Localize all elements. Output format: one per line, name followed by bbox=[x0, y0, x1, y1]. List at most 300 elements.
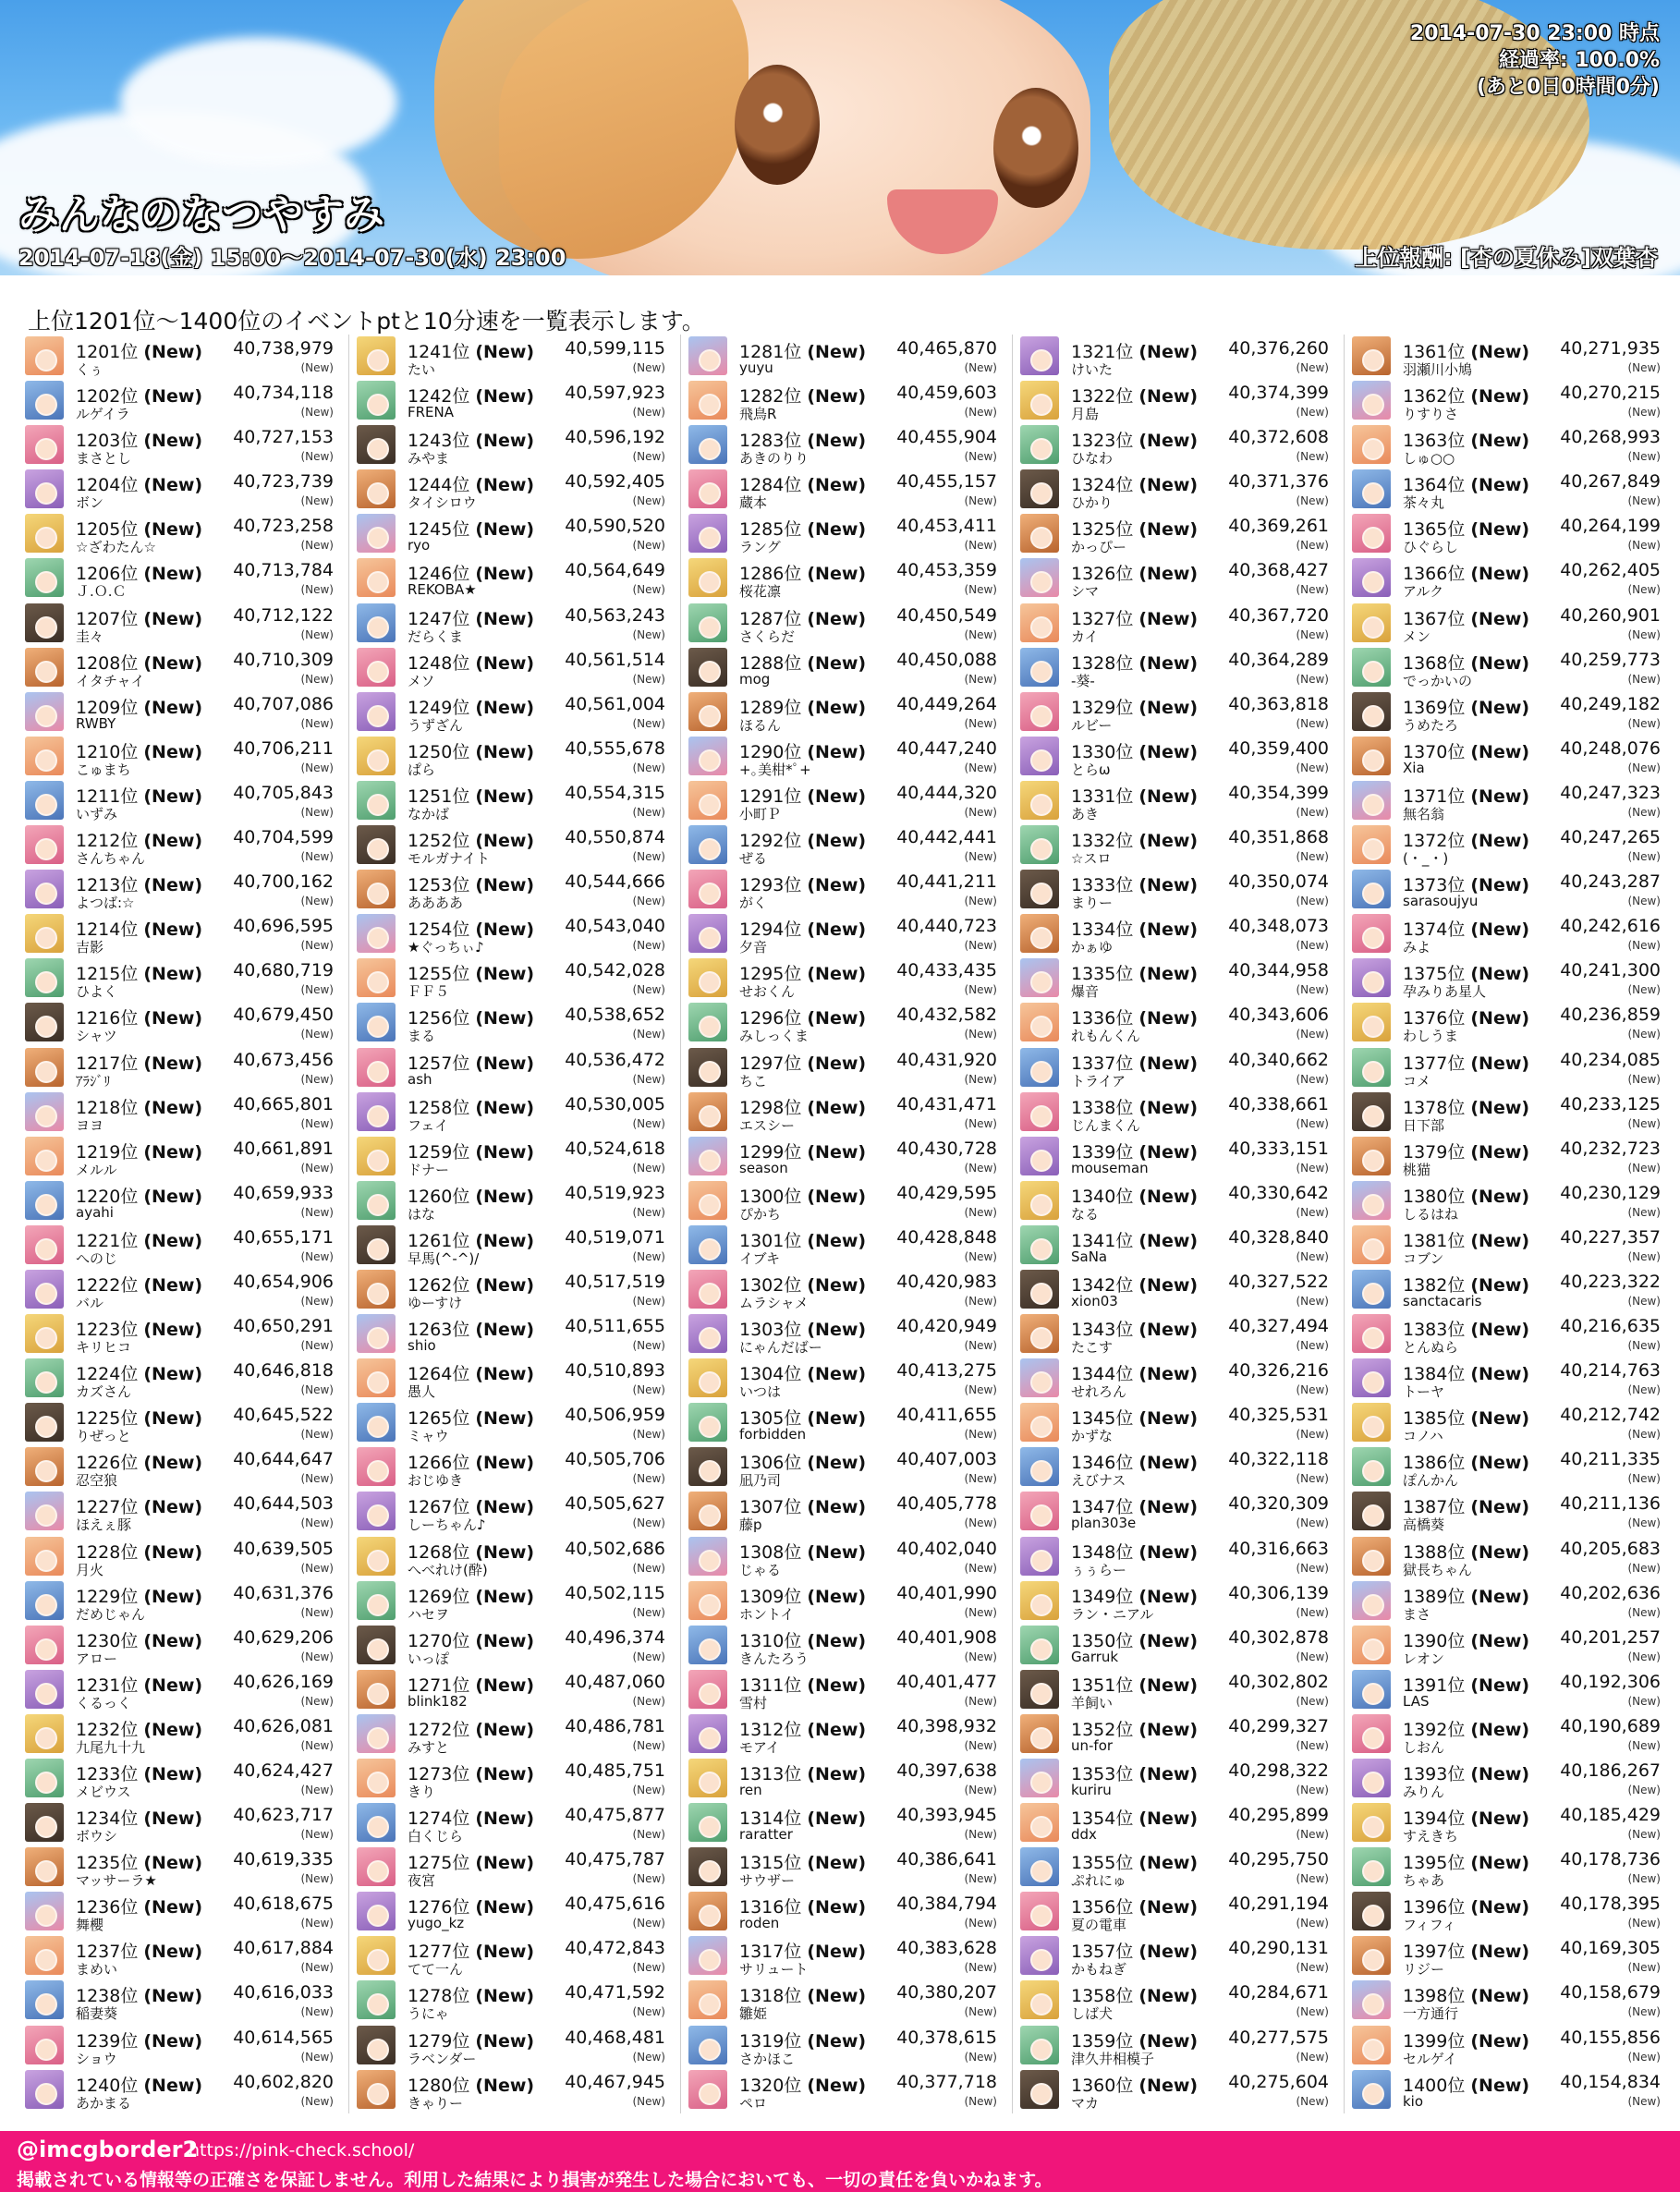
event-points: 40,450,088 bbox=[896, 649, 997, 670]
new-badge: (New) bbox=[475, 608, 535, 629]
rank-suffix: 位 bbox=[452, 1942, 470, 1963]
player-name: コメ bbox=[1403, 1072, 1431, 1090]
rank-number: 1316 bbox=[739, 1897, 785, 1918]
character-eye-right bbox=[993, 88, 1078, 208]
rank-suffix: 位 bbox=[1447, 1230, 1466, 1251]
rank-number: 1203 bbox=[76, 431, 121, 452]
ten-minute-speed: (New) bbox=[1627, 1650, 1661, 1663]
idol-avatar bbox=[688, 336, 727, 375]
idol-avatar bbox=[1352, 1447, 1391, 1486]
idol-avatar bbox=[25, 381, 64, 420]
ranking-row bbox=[1352, 690, 1662, 735]
rank-suffix: 位 bbox=[120, 1008, 139, 1029]
ranking-row bbox=[25, 602, 335, 646]
rank-number: 1391 bbox=[1403, 1674, 1448, 1696]
new-badge: (New) bbox=[143, 1942, 203, 1963]
idol-avatar bbox=[1352, 1581, 1391, 1620]
rank-suffix: 位 bbox=[1115, 875, 1134, 896]
idol-avatar bbox=[1020, 1492, 1059, 1530]
event-points: 40,712,122 bbox=[233, 604, 334, 626]
idol-avatar bbox=[688, 648, 727, 687]
player-name: forbidden bbox=[739, 1426, 807, 1443]
event-points: 40,639,505 bbox=[233, 1538, 334, 1559]
new-badge: (New) bbox=[1138, 1230, 1199, 1251]
rank-suffix: 位 bbox=[452, 1008, 470, 1029]
rank-number: 1363 bbox=[1403, 431, 1448, 452]
ranking-row bbox=[688, 868, 999, 912]
new-badge: (New) bbox=[1138, 1541, 1199, 1563]
ranking-row bbox=[357, 1179, 667, 1224]
rank-number: 1366 bbox=[1403, 564, 1448, 585]
rank-number: 1388 bbox=[1403, 1541, 1448, 1563]
idol-avatar bbox=[688, 1137, 727, 1175]
event-points: 40,524,618 bbox=[565, 1138, 665, 1159]
ten-minute-speed: (New) bbox=[1627, 983, 1661, 997]
ten-minute-speed: (New) bbox=[1296, 1694, 1329, 1708]
idol-avatar bbox=[25, 1714, 64, 1753]
player-name: カズさん bbox=[76, 1383, 132, 1401]
idol-avatar bbox=[1352, 1759, 1391, 1797]
event-points: 40,284,671 bbox=[1228, 1982, 1329, 2003]
new-badge: (New) bbox=[1470, 964, 1530, 985]
event-points: 40,616,033 bbox=[233, 1982, 334, 2003]
rank-suffix: 位 bbox=[1115, 1808, 1134, 1830]
ranking-row bbox=[25, 1445, 335, 1490]
rank-number: 1270 bbox=[408, 1630, 453, 1651]
ten-minute-speed: (New) bbox=[1296, 1872, 1329, 1886]
event-period: 2014-07-18(金) 15:00～2014-07-30(水) 23:00 bbox=[18, 245, 566, 271]
event-points: 40,169,305 bbox=[1560, 1938, 1661, 1959]
player-name: なる bbox=[1071, 1205, 1100, 1223]
rank-number: 1341 bbox=[1071, 1230, 1116, 1251]
ten-minute-speed: (New) bbox=[964, 1738, 997, 1752]
rank-suffix: 位 bbox=[1447, 1364, 1466, 1385]
new-badge: (New) bbox=[475, 1008, 535, 1029]
rank-suffix: 位 bbox=[452, 1141, 470, 1163]
event-points: 40,214,763 bbox=[1560, 1360, 1661, 1382]
ranking-row bbox=[688, 423, 999, 468]
player-name: さくらだ bbox=[739, 627, 796, 645]
rank-number: 1362 bbox=[1403, 386, 1448, 408]
ranking-row bbox=[688, 1535, 999, 1579]
event-points: 40,555,678 bbox=[565, 737, 665, 759]
idol-avatar bbox=[357, 514, 396, 553]
new-badge: (New) bbox=[1138, 1097, 1199, 1118]
new-badge: (New) bbox=[143, 2030, 203, 2052]
idol-avatar bbox=[357, 1980, 396, 2019]
player-name: リジー bbox=[1403, 1961, 1445, 1979]
ranking-row bbox=[1352, 1401, 1662, 1445]
ten-minute-speed: (New) bbox=[1627, 2094, 1661, 2108]
idol-avatar bbox=[25, 1492, 64, 1530]
event-points: 40,154,834 bbox=[1560, 2071, 1661, 2092]
idol-avatar bbox=[25, 692, 64, 731]
event-points: 40,519,071 bbox=[565, 1226, 665, 1248]
player-name: 桃猫 bbox=[1403, 1161, 1431, 1178]
new-badge: (New) bbox=[475, 785, 535, 807]
ten-minute-speed: (New) bbox=[1296, 1116, 1329, 1130]
rank-number: 1398 bbox=[1403, 1986, 1448, 2007]
ranking-row bbox=[25, 1579, 335, 1624]
rank-number: 1289 bbox=[739, 697, 785, 718]
ranking-row bbox=[25, 1845, 335, 1890]
player-name: yuyu bbox=[739, 359, 773, 376]
ranking-row bbox=[1020, 1712, 1331, 1757]
event-points: 40,704,599 bbox=[233, 827, 334, 848]
ten-minute-speed: (New) bbox=[964, 1472, 997, 1486]
event-points: 40,420,983 bbox=[896, 1271, 997, 1292]
player-name: 小町Ｐ bbox=[739, 805, 782, 822]
event-points: 40,468,481 bbox=[565, 2027, 665, 2048]
rank-suffix: 位 bbox=[452, 1897, 470, 1918]
rank-number: 1297 bbox=[739, 1053, 785, 1074]
player-name: ryo bbox=[408, 537, 431, 554]
rank-number: 1287 bbox=[739, 608, 785, 629]
player-name: 愚人 bbox=[408, 1383, 436, 1401]
ranking-row bbox=[1352, 1445, 1662, 1490]
ten-minute-speed: (New) bbox=[964, 1205, 997, 1219]
rank-suffix: 位 bbox=[452, 2030, 470, 2052]
rank-suffix: 位 bbox=[784, 1141, 802, 1163]
player-name: 茶々丸 bbox=[1403, 494, 1445, 512]
new-badge: (New) bbox=[807, 386, 867, 408]
ten-minute-speed: (New) bbox=[632, 406, 665, 420]
idol-avatar bbox=[357, 1936, 396, 1975]
player-name: わしうま bbox=[1403, 1028, 1459, 1045]
ten-minute-speed: (New) bbox=[1296, 2005, 1329, 2019]
idol-avatar bbox=[25, 1048, 64, 1087]
new-badge: (New) bbox=[143, 1808, 203, 1830]
rank-suffix: 位 bbox=[452, 475, 470, 496]
ranking-row bbox=[1020, 956, 1331, 1001]
ranking-row bbox=[1020, 868, 1331, 912]
twitter-account[interactable]: @imcgborder2 bbox=[17, 2137, 199, 2162]
site-link[interactable]: https://pink-check.school/ bbox=[189, 2140, 415, 2161]
rank-number: 1379 bbox=[1403, 1141, 1448, 1163]
new-badge: (New) bbox=[1138, 741, 1199, 762]
ten-minute-speed: (New) bbox=[964, 1249, 997, 1263]
ranking-row bbox=[25, 1401, 335, 1445]
ranking-row bbox=[357, 868, 667, 912]
new-badge: (New) bbox=[143, 1719, 203, 1740]
rank-suffix: 位 bbox=[1115, 1986, 1134, 2007]
idol-avatar bbox=[688, 1358, 727, 1397]
idol-avatar bbox=[357, 1670, 396, 1709]
rank-number: 1245 bbox=[408, 519, 453, 541]
new-badge: (New) bbox=[807, 697, 867, 718]
idol-avatar bbox=[25, 603, 64, 642]
new-badge: (New) bbox=[807, 564, 867, 585]
rank-number: 1328 bbox=[1071, 652, 1116, 674]
player-name: すえきち bbox=[1403, 1828, 1459, 1845]
rank-number: 1280 bbox=[408, 2075, 453, 2096]
ranking-row bbox=[1352, 512, 1662, 556]
player-name: mog bbox=[739, 670, 771, 688]
player-name: くぅ bbox=[76, 361, 103, 378]
idol-avatar bbox=[25, 648, 64, 687]
rank-number: 1293 bbox=[739, 875, 785, 896]
rank-suffix: 位 bbox=[452, 1274, 470, 1296]
idol-avatar bbox=[1352, 1048, 1391, 1087]
rank-suffix: 位 bbox=[120, 2030, 139, 2052]
ten-minute-speed: (New) bbox=[300, 1428, 334, 1442]
ranking-row bbox=[1020, 779, 1331, 823]
rank-number: 1378 bbox=[1403, 1097, 1448, 1118]
event-points: 40,680,719 bbox=[233, 960, 334, 981]
new-badge: (New) bbox=[807, 1808, 867, 1830]
rank-number: 1304 bbox=[739, 1364, 785, 1385]
idol-avatar bbox=[1020, 1403, 1059, 1442]
event-points: 40,517,519 bbox=[565, 1271, 665, 1292]
ten-minute-speed: (New) bbox=[1627, 406, 1661, 420]
ranking-row bbox=[1352, 556, 1662, 601]
player-name: サリュート bbox=[739, 1961, 809, 1979]
rank-suffix: 位 bbox=[784, 475, 802, 496]
ten-minute-speed: (New) bbox=[964, 761, 997, 774]
rank-number: 1372 bbox=[1403, 831, 1448, 852]
event-points: 40,505,627 bbox=[565, 1493, 665, 1515]
player-name: きゃりー bbox=[408, 2094, 464, 2112]
new-badge: (New) bbox=[1138, 564, 1199, 585]
idol-avatar bbox=[1020, 1980, 1059, 2019]
rank-number: 1205 bbox=[76, 519, 121, 541]
rank-number: 1338 bbox=[1071, 1097, 1116, 1118]
player-name: いっぽ bbox=[408, 1650, 450, 1667]
new-badge: (New) bbox=[807, 1141, 867, 1163]
rank-suffix: 位 bbox=[1447, 785, 1466, 807]
rank-suffix: 位 bbox=[452, 1808, 470, 1830]
rank-suffix: 位 bbox=[1115, 1008, 1134, 1029]
event-points: 40,230,129 bbox=[1560, 1182, 1661, 1203]
event-points: 40,275,604 bbox=[1228, 2071, 1329, 2092]
new-badge: (New) bbox=[1138, 1497, 1199, 1518]
ten-minute-speed: (New) bbox=[1296, 1472, 1329, 1486]
ten-minute-speed: (New) bbox=[1627, 450, 1661, 464]
rank-suffix: 位 bbox=[452, 1497, 470, 1518]
ranking-row bbox=[1020, 1535, 1331, 1579]
rank-number: 1272 bbox=[408, 1719, 453, 1740]
new-badge: (New) bbox=[1470, 1453, 1530, 1474]
rank-suffix: 位 bbox=[1447, 431, 1466, 452]
new-badge: (New) bbox=[143, 1897, 203, 1918]
ten-minute-speed: (New) bbox=[1627, 1249, 1661, 1263]
player-name: がく bbox=[739, 895, 768, 912]
new-badge: (New) bbox=[807, 475, 867, 496]
ranking-row bbox=[688, 1268, 999, 1312]
rank-suffix: 位 bbox=[120, 1586, 139, 1607]
new-badge: (New) bbox=[1470, 1942, 1530, 1963]
idol-avatar bbox=[357, 1626, 396, 1664]
event-points: 40,299,327 bbox=[1228, 1715, 1329, 1736]
ten-minute-speed: (New) bbox=[1296, 494, 1329, 508]
rank-suffix: 位 bbox=[120, 1942, 139, 1963]
new-badge: (New) bbox=[1138, 1942, 1199, 1963]
rank-number: 1279 bbox=[408, 2030, 453, 2052]
rank-suffix: 位 bbox=[452, 1674, 470, 1696]
ranking-row bbox=[25, 1179, 335, 1224]
rank-suffix: 位 bbox=[120, 741, 139, 762]
event-points: 40,413,275 bbox=[896, 1360, 997, 1382]
event-points: 40,367,720 bbox=[1228, 604, 1329, 626]
player-name: サウザー bbox=[739, 1872, 796, 1890]
new-badge: (New) bbox=[1470, 1364, 1530, 1385]
rank-suffix: 位 bbox=[120, 1630, 139, 1651]
new-badge: (New) bbox=[143, 519, 203, 541]
event-points: 40,333,151 bbox=[1228, 1138, 1329, 1159]
ranking-row bbox=[357, 1668, 667, 1712]
rank-suffix: 位 bbox=[1447, 1630, 1466, 1651]
event-points: 40,453,359 bbox=[896, 560, 997, 581]
idol-avatar bbox=[25, 1892, 64, 1930]
ten-minute-speed: (New) bbox=[1296, 539, 1329, 553]
event-points: 40,590,520 bbox=[565, 516, 665, 537]
ten-minute-speed: (New) bbox=[964, 939, 997, 953]
event-points: 40,475,787 bbox=[565, 1849, 665, 1870]
rank-number: 1215 bbox=[76, 964, 121, 985]
new-badge: (New) bbox=[1470, 1320, 1530, 1341]
ten-minute-speed: (New) bbox=[964, 494, 997, 508]
ranking-row bbox=[357, 1312, 667, 1357]
player-name: 一方通行 bbox=[1403, 2005, 1459, 2023]
player-name: un-for bbox=[1071, 1736, 1114, 1754]
rank-suffix: 位 bbox=[1447, 1897, 1466, 1918]
rank-number: 1225 bbox=[76, 1408, 121, 1430]
rank-number: 1389 bbox=[1403, 1586, 1448, 1607]
ranking-row bbox=[357, 1979, 667, 2023]
player-name: レオン bbox=[1403, 1650, 1445, 1667]
idol-avatar bbox=[688, 914, 727, 953]
event-points: 40,485,751 bbox=[565, 1760, 665, 1781]
rank-number: 1331 bbox=[1071, 785, 1116, 807]
event-points: 40,502,686 bbox=[565, 1538, 665, 1559]
new-badge: (New) bbox=[807, 1942, 867, 1963]
ranking-row bbox=[688, 1934, 999, 1979]
rank-suffix: 位 bbox=[452, 342, 470, 362]
ten-minute-speed: (New) bbox=[964, 1072, 997, 1086]
player-name: まりー bbox=[1071, 895, 1114, 912]
ten-minute-speed: (New) bbox=[1627, 1694, 1661, 1708]
event-points: 40,322,118 bbox=[1228, 1449, 1329, 1470]
idol-avatar bbox=[1020, 1714, 1059, 1753]
ranking-row bbox=[25, 379, 335, 423]
new-badge: (New) bbox=[1470, 919, 1530, 941]
event-points: 40,465,870 bbox=[896, 338, 997, 359]
rank-suffix: 位 bbox=[1115, 1453, 1134, 1474]
event-points: 40,211,335 bbox=[1560, 1449, 1661, 1470]
rank-number: 1399 bbox=[1403, 2030, 1448, 2052]
player-name: ちゃあ bbox=[1403, 1872, 1445, 1890]
new-badge: (New) bbox=[475, 1586, 535, 1607]
player-name: ドナー bbox=[408, 1161, 450, 1178]
new-badge: (New) bbox=[475, 1274, 535, 1296]
rank-suffix: 位 bbox=[452, 1186, 470, 1207]
ranking-row bbox=[1020, 335, 1331, 379]
idol-avatar bbox=[1020, 1003, 1059, 1041]
ranking-row bbox=[25, 912, 335, 956]
ten-minute-speed: (New) bbox=[1627, 1294, 1661, 1308]
event-points: 40,618,675 bbox=[233, 1894, 334, 1915]
rank-number: 1317 bbox=[739, 1942, 785, 1963]
ranking-row bbox=[1020, 1934, 1331, 1979]
ranking-row bbox=[1020, 1224, 1331, 1268]
rank-suffix: 位 bbox=[784, 1008, 802, 1029]
rank-number: 1354 bbox=[1071, 1808, 1116, 1830]
rank-suffix: 位 bbox=[784, 1674, 802, 1696]
rank-suffix: 位 bbox=[1115, 2030, 1134, 2052]
new-badge: (New) bbox=[1138, 1364, 1199, 1385]
ranking-row bbox=[688, 1090, 999, 1135]
rank-suffix: 位 bbox=[120, 1408, 139, 1430]
idol-avatar bbox=[1352, 381, 1391, 420]
new-badge: (New) bbox=[1470, 741, 1530, 762]
ten-minute-speed: (New) bbox=[964, 1694, 997, 1708]
rank-suffix: 位 bbox=[784, 1719, 802, 1740]
ten-minute-speed: (New) bbox=[632, 1961, 665, 1975]
ranking-row bbox=[25, 1801, 335, 1845]
event-points: 40,328,840 bbox=[1228, 1226, 1329, 1248]
rank-suffix: 位 bbox=[120, 1541, 139, 1563]
rank-number: 1301 bbox=[739, 1230, 785, 1251]
rank-suffix: 位 bbox=[120, 475, 139, 496]
idol-avatar bbox=[357, 1314, 396, 1353]
rank-number: 1308 bbox=[739, 1541, 785, 1563]
ten-minute-speed: (New) bbox=[1296, 1072, 1329, 1086]
idol-avatar bbox=[688, 2026, 727, 2064]
idol-avatar bbox=[357, 381, 396, 420]
rank-number: 1218 bbox=[76, 1097, 121, 1118]
ranking-row bbox=[25, 1890, 335, 1934]
rank-suffix: 位 bbox=[1115, 1408, 1134, 1430]
rank-number: 1267 bbox=[408, 1497, 453, 1518]
new-badge: (New) bbox=[475, 1541, 535, 1563]
rank-suffix: 位 bbox=[120, 1764, 139, 1784]
rank-number: 1209 bbox=[76, 697, 121, 718]
player-name: ボウシ bbox=[76, 1828, 118, 1845]
event-points: 40,475,616 bbox=[565, 1894, 665, 1915]
event-points: 40,505,706 bbox=[565, 1449, 665, 1470]
event-points: 40,232,723 bbox=[1560, 1138, 1661, 1159]
rank-suffix: 位 bbox=[1447, 1097, 1466, 1118]
player-name: season bbox=[739, 1159, 788, 1176]
event-points: 40,543,040 bbox=[565, 916, 665, 937]
rank-suffix: 位 bbox=[120, 919, 139, 941]
rank-suffix: 位 bbox=[784, 1986, 802, 2007]
idol-avatar bbox=[688, 2070, 727, 2109]
ten-minute-speed: (New) bbox=[964, 450, 997, 464]
new-badge: (New) bbox=[1138, 386, 1199, 408]
player-name: へべれけ(酔) bbox=[408, 1561, 488, 1578]
event-points: 40,475,877 bbox=[565, 1805, 665, 1826]
event-points: 40,431,920 bbox=[896, 1049, 997, 1070]
rank-suffix: 位 bbox=[1115, 1719, 1134, 1740]
ten-minute-speed: (New) bbox=[1627, 1917, 1661, 1930]
ranking-row bbox=[1020, 1757, 1331, 1801]
ranking-row bbox=[1352, 1979, 1662, 2023]
new-badge: (New) bbox=[1138, 1586, 1199, 1607]
ranking-row bbox=[688, 690, 999, 735]
ranking-row bbox=[1352, 1268, 1662, 1312]
rank-suffix: 位 bbox=[1447, 964, 1466, 985]
rank-number: 1400 bbox=[1403, 2075, 1448, 2096]
ranking-row bbox=[688, 779, 999, 823]
rank-suffix: 位 bbox=[452, 697, 470, 718]
ranking-row bbox=[25, 1934, 335, 1979]
rank-suffix: 位 bbox=[1115, 1320, 1134, 1341]
rank-number: 1216 bbox=[76, 1008, 121, 1029]
ranking-row bbox=[1352, 1801, 1662, 1845]
player-name: sarasoujyu bbox=[1403, 893, 1479, 910]
idol-avatar bbox=[1352, 2070, 1391, 2109]
